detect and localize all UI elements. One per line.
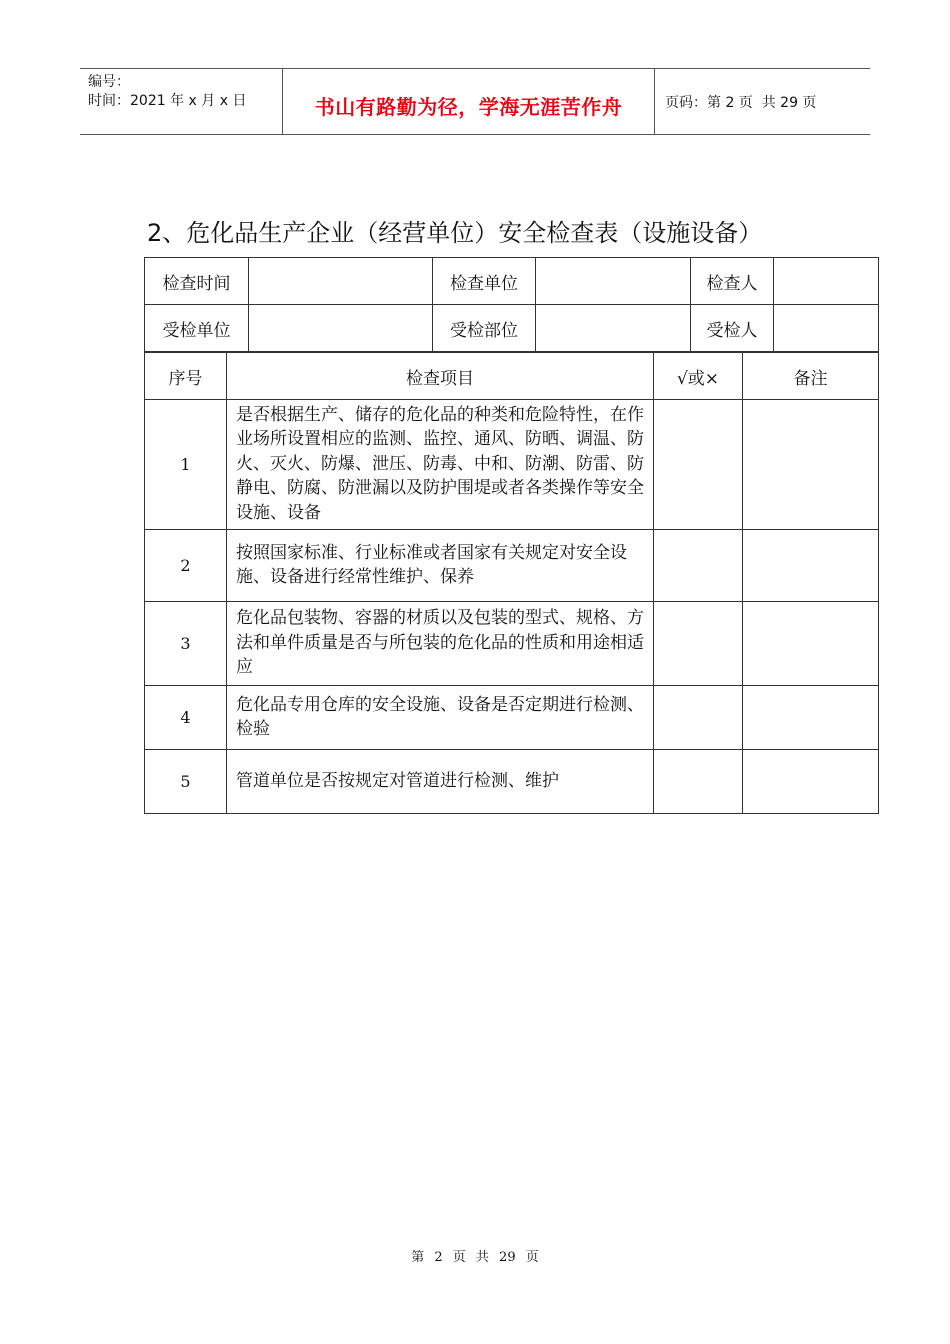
inspectee-field[interactable] [774, 305, 879, 352]
info-row-2 [145, 305, 879, 352]
inspector-field[interactable] [774, 258, 879, 305]
col-header-result: √或× [654, 353, 743, 400]
checklist-header-row [145, 353, 879, 400]
page-footer: 第 2 页 共 29 页 [411, 1250, 539, 1265]
page-title: 2、危化品生产企业（经营单位）安全检查表（设施设备） [147, 219, 763, 247]
result-cell[interactable] [654, 400, 743, 530]
inspected-unit-label: 受检单位 [145, 305, 249, 352]
header-motto-cell [282, 69, 655, 134]
result-cell[interactable] [654, 750, 743, 814]
remark-cell[interactable] [743, 530, 879, 602]
checklist-table [144, 352, 879, 814]
serial-label: 编号： [88, 74, 130, 90]
inspection-time-field[interactable] [249, 258, 433, 305]
result-cell[interactable] [654, 686, 743, 750]
check-item-text: 是否根据生产、储存的危化品的种类和危险特性，在作业场所设置相应的监测、监控、通风、防晒、调温、防火、灭火、防爆、泄压、防毒、中和、防潮、防雷、防静电、防腐、防泄漏以及防护围堤或者各类操作等安全设施、设备 [227, 400, 654, 530]
inspector-label: 检查人 [691, 258, 774, 305]
check-item-text: 危化品专用仓库的安全设施、设备是否定期进行检测、检验 [227, 686, 654, 750]
time-label: 时间：2021 年 x 月 x 日 [88, 93, 247, 109]
table-row [145, 602, 879, 686]
inspection-unit-field[interactable] [536, 258, 691, 305]
motto-text: 书山有路勤为径，学海无涯苦作舟 [314, 95, 623, 119]
inspection-time-label: 检查时间 [145, 258, 249, 305]
row-number: 4 [145, 686, 227, 750]
row-number: 2 [145, 530, 227, 602]
table-row [145, 750, 879, 814]
inspected-dept-label: 受检部位 [433, 305, 536, 352]
row-number: 5 [145, 750, 227, 814]
inspectee-label: 受检人 [691, 305, 774, 352]
table-row [145, 686, 879, 750]
col-header-item: 检查项目 [227, 353, 654, 400]
page-info-text: 页码：第 2 页 共 29 页 [665, 94, 817, 111]
remark-cell[interactable] [743, 602, 879, 686]
header-page-info [655, 69, 870, 134]
check-item-text: 危化品包装物、容器的材质以及包装的型式、规格、方法和单件质量是否与所包装的危化品的性质和用途相适应 [227, 602, 654, 686]
check-item-text: 管道单位是否按规定对管道进行检测、维护 [227, 750, 654, 814]
remark-cell[interactable] [743, 686, 879, 750]
row-number: 1 [145, 400, 227, 530]
info-row-1 [145, 258, 879, 305]
result-cell[interactable] [654, 530, 743, 602]
check-item-text: 按照国家标准、行业标准或者国家有关规定对安全设施、设备进行经常性维护、保养 [227, 530, 654, 602]
table-row [145, 530, 879, 602]
remark-cell[interactable] [743, 750, 879, 814]
inspected-unit-field[interactable] [249, 305, 433, 352]
col-header-remark: 备注 [743, 353, 879, 400]
table-row [145, 400, 879, 530]
header-meta [80, 69, 282, 134]
result-cell[interactable] [654, 602, 743, 686]
inspected-dept-field[interactable] [536, 305, 691, 352]
page-header [80, 68, 870, 135]
row-number: 3 [145, 602, 227, 686]
col-header-no: 序号 [145, 353, 227, 400]
inspection-info-table [144, 257, 879, 352]
inspection-unit-label: 检查单位 [433, 258, 536, 305]
remark-cell[interactable] [743, 400, 879, 530]
